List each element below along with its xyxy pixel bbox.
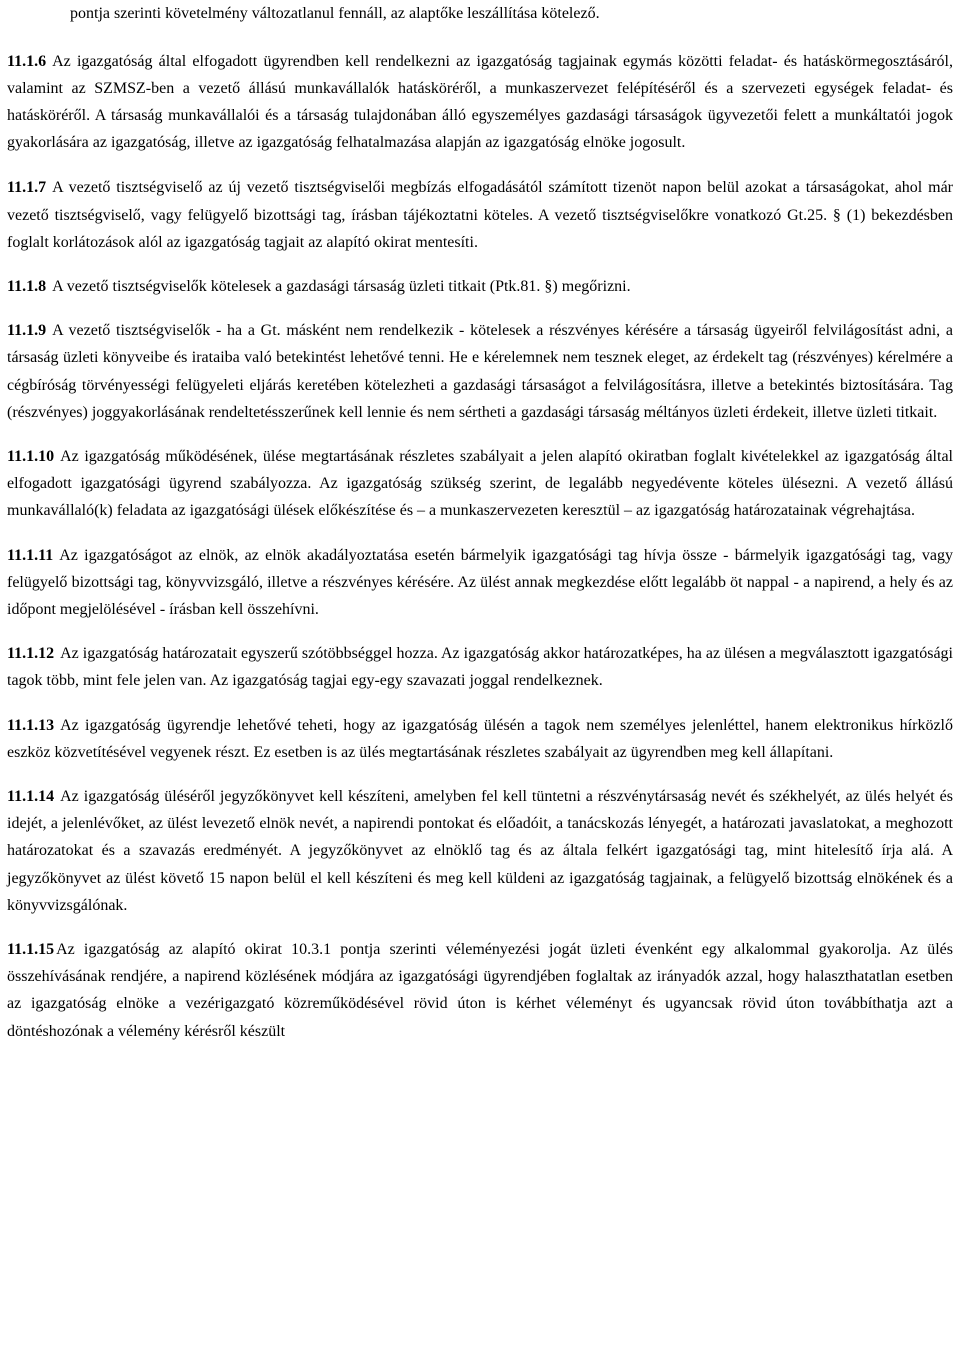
paragraph-text: Az igazgatóság által elfogadott ügyrendben kell rendelkezni az igazgatóság tagjainak egymás közötti feladat- és hatáskörmegosztásáról, valamint az SZMSZ-ben a vezető állású munkavállalók hatásköréről, a munkaszervezet felépítéséről és a szervezeti egységek feladat- és hatásköréről. A társaság munkavállalói és a társaság tulajdonában álló egyszemélyes gazdasági társaságok ügyvezetői felett a munkáltatói jogok gyakorlására az igazgatóság, illetve az igazgatóság felhatalmazása alapján az igazgatóság elnöke jogosult. (7, 52, 953, 152)
paragraph-number: 11.1.10 (7, 447, 55, 465)
paragraph-number: 11.1.11 (7, 546, 54, 564)
paragraph-text: A vezető tisztségviselők - ha a Gt. másként nem rendelkezik - kötelesek a részvényes kérésére a társaság ügyeiről felvilágosítást adni, a társaság üzleti könyveibe és irataiba való betekintést lehetővé tenni. He e kérelemnek nem tesznek eleget, az érdekelt tag (részvényes) kérelmére a cégbíróság törvényességi felügyeleti eljárás keretében kötelezheti a gazdasági társaságot a felvilágosításra, illetve a betekintés biztosítására. Tag (részvényes) joggyakorlásának rendeltetésszerűnek kell lennie és nem sértheti a gazdasági társaság méltányos üzleti érdekeit, illetve üzleti titkait. (7, 322, 953, 421)
paragraph-11-1-9 (7, 317, 953, 426)
paragraph-11-1-7 (7, 174, 953, 256)
paragraph-number: 11.1.8 (7, 277, 47, 295)
paragraph-text: Az igazgatóságot az elnök, az elnök akadályoztatása esetén bármelyik igazgatósági tag hívja össze - bármelyik igazgatósági tag, vagy felügyelő bizottsági tag, könyvvizsgáló, illetve a részvényes kérésére. Az ülést annak megkezdése előtt legalább öt nappal - a napirend, a hely és az időpont megjelölésével - írásban kell összehívni. (7, 546, 953, 618)
paragraph-text: Az igazgatóság az alapító okirat 10.3.1 pontja szerinti véleményezési jogát üzleti évenként egy alkalommal gyakorolja. Az ülés összehívásának rendjére, a napirend közlésének módjára az igazgatósági ügyrendjében foglaltak az irányadók azzal, hogy halaszthatatlan esetben az igazgatóság elnöke a vezérigazgató közreműködésével rövid úton is kérhet véleményt és ugyancsak rövid úton továbbíthatja azt a döntéshozónak a vélemény kérésről készült (7, 940, 953, 1040)
paragraph-number: 11.1.14 (7, 787, 55, 805)
paragraph-number: 11.1.12 (7, 645, 55, 663)
paragraph-text: Az igazgatóság működésének, ülése megtartásának részletes szabályait a jelen alapító okiratban foglalt kivételekkel az igazgatóság által elfogadott igazgatósági ügyrend szabályozza. Az igazgatóság szükség szerint, de legalább negyedévente köteles ülésezni. A vezető állású munkavállaló(k) feladata az igazgatósági ülések előkészítése és – a munkaszervezeten keresztül – az igazgatóság határozatainak végrehajtása. (7, 447, 953, 520)
paragraph-number: 11.1.13 (7, 716, 55, 734)
paragraph-11-1-12 (7, 640, 953, 694)
paragraph-11-1-10 (7, 443, 953, 525)
paragraph-text: A vezető tisztségviselő az új vezető tisztségviselői megbízás elfogadásától számított tizenöt napon belül azokat a társaságokat, ahol már vezető tisztségviselő, vagy felügyelő bizottsági tag, írásban tájékoztatni köteles. A vezető tisztségviselőkre vonatkozó Gt.25. § (1) bekezdésben foglalt korlátozások alól az igazgatóság tagjait az alapító okirat mentesíti. (7, 179, 953, 251)
paragraph-number: 11.1.15 (7, 940, 55, 958)
paragraph-11-1-14 (7, 783, 953, 919)
intro-line: pontja szerinti követelmény változatlanul fennáll, az alaptőke leszállítása kötelező. (70, 5, 600, 22)
paragraph-11-1-13 (7, 712, 953, 766)
paragraph-11-1-15 (7, 936, 953, 1045)
paragraph-number: 11.1.7 (7, 179, 47, 197)
paragraph-11-1-11 (7, 542, 953, 624)
document-page (7, 0, 953, 1045)
paragraph-number: 11.1.9 (7, 322, 47, 340)
paragraph-text: Az igazgatóság határozatait egyszerű szótöbbséggel hozza. Az igazgatóság akkor határozatképes, ha az ülésen a megválasztott igazgatósági tagok több, mint fele jelen van. Az igazgatóság tagjai egy-egy szavazati joggal rendelkeznek. (7, 645, 953, 690)
paragraph-text: Az igazgatóság ügyrendje lehetővé teheti, hogy az igazgatóság ülésén a tagok nem személyes jelenléttel, hanem elektronikus hírközlő eszköz közvetítésével vegyenek részt. Ez esetben is az ülés megtartásának részletes szabályait az ügyrendben meg kell állapítani. (7, 716, 953, 761)
paragraph-number: 11.1.6 (7, 52, 47, 70)
paragraph-text: A vezető tisztségviselők kötelesek a gazdasági társaság üzleti titkait (Ptk.81. §) megőrizni. (52, 277, 631, 295)
paragraph-11-1-8 (7, 273, 953, 300)
paragraph-11-1-6 (7, 48, 953, 157)
paragraph-text: Az igazgatóság üléséről jegyzőkönyvet kell készíteni, amelyben fel kell tüntetni a részvénytársaság nevét és székhelyét, az ülés helyét és idejét, a jelenlévőket, az ülést levezető elnök nevét, a napirendi pontokat és előadóit, a tanácskozás lényegét, a határozati javaslatokat, a meghozott határozatokat és a szavazás eredményét. A jegyzőkönyvet az elnöklő tag és az általa felkért igazgatósági tag, mint hitelesítő írja alá. A jegyzőkönyvet az ülést követő 15 napon belül el kell készíteni és meg kell küldeni az igazgatóság tagjainak, a felügyelő bizottság elnökének és a könyvvizsgálónak. (7, 787, 953, 914)
